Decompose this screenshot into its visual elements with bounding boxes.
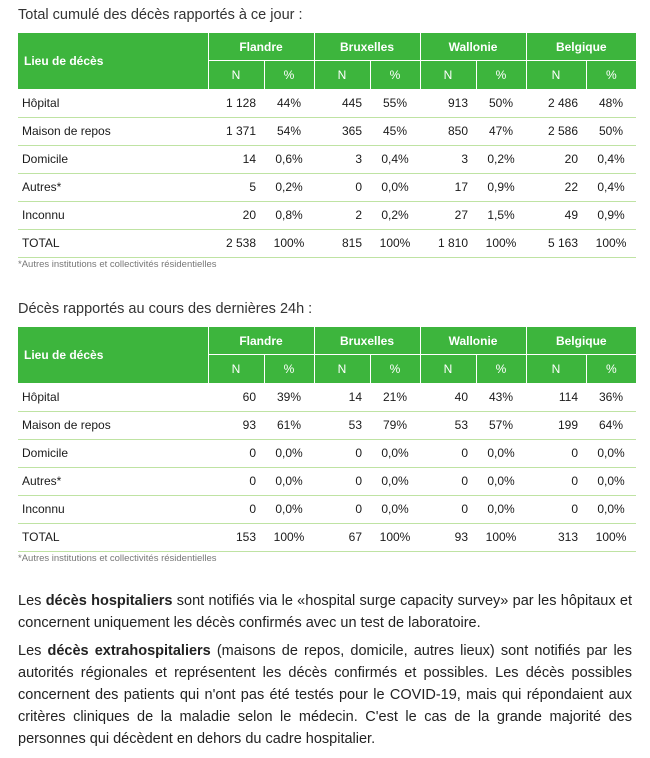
table-row: [18, 495, 636, 523]
cell-percent: 36%: [586, 383, 636, 411]
table-row: [18, 229, 636, 257]
cell-percent: 0,0%: [476, 495, 526, 523]
header-region-belgique: Belgique: [526, 33, 636, 61]
subheader-pct: %: [476, 61, 526, 90]
table-row: [18, 201, 636, 229]
header-lieu-de-deces: Lieu de décès: [18, 33, 208, 89]
cell-percent: 0,0%: [476, 467, 526, 495]
p2-bold-term: décès extrahospitaliers: [47, 643, 211, 659]
extrahospital-deaths-paragraph: [18, 640, 632, 750]
cell-count: 93: [420, 523, 476, 551]
row-label: Domicile: [18, 145, 208, 173]
table-row: [18, 89, 636, 117]
table-row: [18, 173, 636, 201]
cell-count: 153: [208, 523, 264, 551]
cell-percent: 79%: [370, 411, 420, 439]
row-label: TOTAL: [18, 229, 208, 257]
cumulative-deaths-table: [18, 33, 636, 258]
row-label: Domicile: [18, 439, 208, 467]
cell-percent: 0,2%: [264, 173, 314, 201]
cell-percent: 0,0%: [264, 439, 314, 467]
cell-percent: 0,6%: [264, 145, 314, 173]
cell-count: 313: [526, 523, 586, 551]
cell-percent: 0,0%: [586, 467, 636, 495]
cell-count: 0: [208, 495, 264, 523]
cell-count: 365: [314, 117, 370, 145]
cell-percent: 0,0%: [370, 467, 420, 495]
cell-count: 22: [526, 173, 586, 201]
subheader-n: N: [420, 355, 476, 384]
cell-percent: 0,0%: [586, 439, 636, 467]
cell-count: 67: [314, 523, 370, 551]
table2-footnote: *Autres institutions et collectivités résidentielles: [18, 553, 217, 564]
row-label: Maison de repos: [18, 117, 208, 145]
cell-percent: 0,2%: [370, 201, 420, 229]
cell-percent: 45%: [370, 117, 420, 145]
subheader-pct: %: [264, 355, 314, 384]
table1-footnote: *Autres institutions et collectivités résidentielles: [18, 259, 217, 270]
subheader-n: N: [208, 355, 264, 384]
p1-text-pre: Les: [18, 593, 46, 609]
cell-count: 0: [420, 467, 476, 495]
cell-count: 60: [208, 383, 264, 411]
cell-count: 0: [314, 495, 370, 523]
cell-count: 1 128: [208, 89, 264, 117]
cell-count: 14: [314, 383, 370, 411]
cell-percent: 0,0%: [586, 495, 636, 523]
p2-text-post: (maisons de repos, domicile, autres lieux) sont notifiés par les autorités régionales et représentent les décès confirmés et possibles. Les décès possibles concernent des patients qui n'ont pas été testés pour le COVID-19, mais qui répondaient aux critères cliniques de la maladie selon le médecin. C'est le cas de la grande majorité des personnes qui décèdent en dehors du cadre hospitalier.: [18, 643, 632, 747]
cell-count: 14: [208, 145, 264, 173]
row-label: Hôpital: [18, 383, 208, 411]
subheader-n: N: [420, 61, 476, 90]
cell-percent: 0,9%: [476, 173, 526, 201]
cell-percent: 0,0%: [370, 173, 420, 201]
subheader-n: N: [314, 61, 370, 90]
cell-count: 0: [420, 495, 476, 523]
cell-percent: 48%: [586, 89, 636, 117]
cell-count: 49: [526, 201, 586, 229]
cell-percent: 100%: [264, 523, 314, 551]
row-label: TOTAL: [18, 523, 208, 551]
p1-text-post: sont notifiés via le «hospital surge capacity survey» par les hôpitaux et concernent uniquement les décès confirmés avec un test de laboratoire.: [18, 593, 632, 631]
cell-percent: 0,0%: [370, 439, 420, 467]
table-row: [18, 383, 636, 411]
cell-count: 93: [208, 411, 264, 439]
table-row: [18, 145, 636, 173]
subheader-n: N: [526, 355, 586, 384]
cell-percent: 21%: [370, 383, 420, 411]
cell-percent: 100%: [370, 229, 420, 257]
cell-count: 0: [314, 467, 370, 495]
cell-count: 815: [314, 229, 370, 257]
cell-percent: 43%: [476, 383, 526, 411]
row-label: Autres*: [18, 467, 208, 495]
cell-count: 0: [208, 439, 264, 467]
table-row: [18, 411, 636, 439]
subheader-pct: %: [586, 61, 636, 90]
last-24h-deaths-table: [18, 327, 636, 552]
row-label: Inconnu: [18, 201, 208, 229]
cell-count: 17: [420, 173, 476, 201]
cell-percent: 100%: [586, 229, 636, 257]
hospital-deaths-paragraph: [18, 590, 632, 634]
cell-percent: 0,2%: [476, 145, 526, 173]
cell-percent: 0,0%: [264, 467, 314, 495]
cell-percent: 100%: [264, 229, 314, 257]
subheader-pct: %: [370, 61, 420, 90]
subheader-pct: %: [586, 355, 636, 384]
cell-count: 913: [420, 89, 476, 117]
subheader-n: N: [526, 61, 586, 90]
cell-count: 0: [526, 439, 586, 467]
header-lieu-de-deces: Lieu de décès: [18, 327, 208, 383]
cell-count: 0: [314, 439, 370, 467]
cell-percent: 0,4%: [370, 145, 420, 173]
p1-bold-term: décès hospitaliers: [45, 593, 173, 609]
cell-percent: 0,0%: [476, 439, 526, 467]
row-label: Inconnu: [18, 495, 208, 523]
subheader-pct: %: [370, 355, 420, 384]
cell-count: 5 163: [526, 229, 586, 257]
cell-percent: 1,5%: [476, 201, 526, 229]
table1-title: Total cumulé des décès rapportés à ce jour :: [18, 7, 303, 23]
cell-count: 27: [420, 201, 476, 229]
cell-percent: 61%: [264, 411, 314, 439]
cell-percent: 39%: [264, 383, 314, 411]
cell-count: 3: [420, 145, 476, 173]
cell-percent: 55%: [370, 89, 420, 117]
subheader-n: N: [208, 61, 264, 90]
cell-percent: 57%: [476, 411, 526, 439]
cell-count: 850: [420, 117, 476, 145]
cell-count: 2: [314, 201, 370, 229]
cell-percent: 47%: [476, 117, 526, 145]
cell-percent: 0,8%: [264, 201, 314, 229]
cell-percent: 44%: [264, 89, 314, 117]
cell-count: 1 810: [420, 229, 476, 257]
cell-percent: 0,0%: [370, 495, 420, 523]
cell-percent: 64%: [586, 411, 636, 439]
cell-count: 2 586: [526, 117, 586, 145]
header-region-wallonie: Wallonie: [420, 33, 526, 61]
cell-count: 0: [526, 495, 586, 523]
cell-percent: 100%: [370, 523, 420, 551]
cell-count: 20: [526, 145, 586, 173]
cell-count: 1 371: [208, 117, 264, 145]
subheader-n: N: [314, 355, 370, 384]
row-label: Hôpital: [18, 89, 208, 117]
cell-percent: 0,0%: [264, 495, 314, 523]
table2-title: Décès rapportés au cours des dernières 24h :: [18, 301, 313, 317]
cell-count: 0: [314, 173, 370, 201]
cell-percent: 0,4%: [586, 145, 636, 173]
cell-count: 199: [526, 411, 586, 439]
cell-count: 0: [526, 467, 586, 495]
cell-percent: 100%: [476, 523, 526, 551]
cell-count: 114: [526, 383, 586, 411]
cell-count: 5: [208, 173, 264, 201]
subheader-pct: %: [264, 61, 314, 90]
cell-count: 2 538: [208, 229, 264, 257]
header-region-bruxelles: Bruxelles: [314, 327, 420, 355]
table-row: [18, 117, 636, 145]
cell-percent: 0,4%: [586, 173, 636, 201]
cell-count: 53: [314, 411, 370, 439]
table-row: [18, 523, 636, 551]
subheader-pct: %: [476, 355, 526, 384]
cell-percent: 0,9%: [586, 201, 636, 229]
table-row: [18, 439, 636, 467]
cell-count: 40: [420, 383, 476, 411]
cell-count: 0: [420, 439, 476, 467]
cell-percent: 54%: [264, 117, 314, 145]
cell-count: 2 486: [526, 89, 586, 117]
cell-percent: 50%: [476, 89, 526, 117]
row-label: Autres*: [18, 173, 208, 201]
cell-count: 445: [314, 89, 370, 117]
cell-count: 20: [208, 201, 264, 229]
header-region-wallonie: Wallonie: [420, 327, 526, 355]
cell-count: 53: [420, 411, 476, 439]
header-region-bruxelles: Bruxelles: [314, 33, 420, 61]
cell-count: 3: [314, 145, 370, 173]
cell-percent: 100%: [476, 229, 526, 257]
row-label: Maison de repos: [18, 411, 208, 439]
cell-count: 0: [208, 467, 264, 495]
header-region-belgique: Belgique: [526, 327, 636, 355]
header-region-flandre: Flandre: [208, 33, 314, 61]
table-row: [18, 467, 636, 495]
cell-percent: 50%: [586, 117, 636, 145]
p2-text-pre: Les: [18, 643, 48, 659]
cell-percent: 100%: [586, 523, 636, 551]
header-region-flandre: Flandre: [208, 327, 314, 355]
